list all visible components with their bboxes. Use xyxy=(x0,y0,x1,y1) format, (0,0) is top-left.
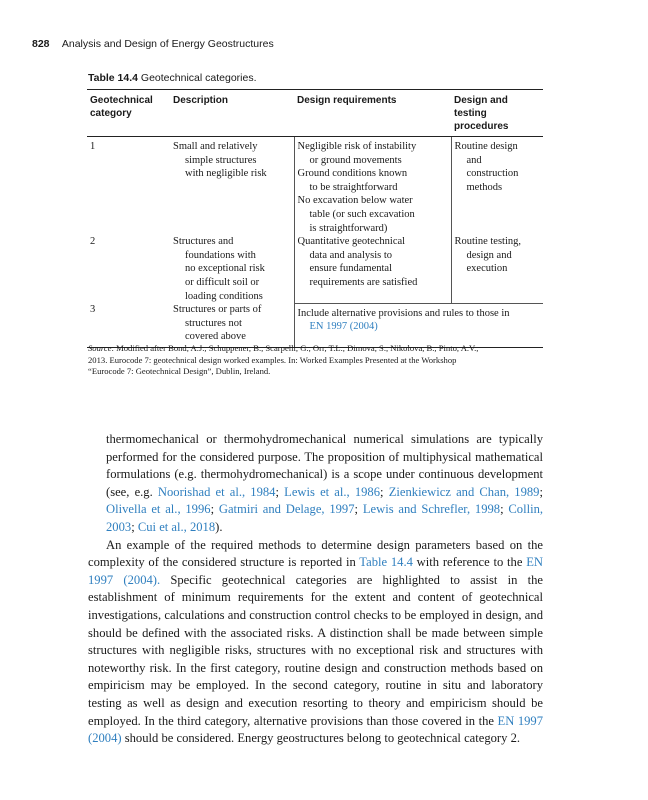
paragraph: thermomechanical or thermohydromechanical numerical simulations are typically performed for the considered purpose. The proposition of multiphysical mathematical formulations (e.g. thermohydromechanical) is a scope under continuous development (see, e.g. Noorishad et al., 1984; Lewis et al., 1986; Zienkiewicz and Chan, 1989; Olivella et al., 1996; Gatmiri and Delage, 1997; Lewis and Schrefler, 1998; Collin, 2003; Cui et al., 2018). xyxy=(106,432,544,534)
running-head xyxy=(32,38,274,50)
en1997-link[interactable]: EN 1997 (2004) xyxy=(88,713,544,746)
cell-procedures: Routine design and construction methods xyxy=(451,137,543,236)
geotechnical-categories-table xyxy=(87,89,543,348)
table-title: Geotechnical categories. xyxy=(140,72,257,84)
citation-link[interactable]: Gatmiri and Delage, 1997 xyxy=(218,502,355,517)
header-description: Description xyxy=(170,90,294,137)
cell-merged-requirements: Include alternative provisions and rules to those in EN 1997 (2004) xyxy=(294,303,543,347)
cell-description: Structures or parts of structures not covered above xyxy=(170,303,294,347)
running-title: Analysis and Design of Energy Geostructures xyxy=(61,38,274,50)
cell-description: Small and relatively simple structures with negligible risk xyxy=(173,141,267,180)
citation-link[interactable]: Lewis et al., 1986 xyxy=(284,484,381,499)
en1997-table-link[interactable]: EN 1997 (2004) xyxy=(309,321,378,333)
table-source-note: Source: Modified after Bond, A.J., Schuppener, B., Scarpelli, G., Orr, T.L., Dimova, S., Nikolova, B., Pinto, A.V., 2013. Eurocode 7: geotechnical design worked examples. In: Worked Examples Presented at the Workshop “Eurocode 7: Geotechnical Design”, Dublin, Ireland. xyxy=(88,343,479,376)
citation-link[interactable]: Cui et al., 2018 xyxy=(137,519,216,534)
cell-requirements: Quantitative geotechnical data and analysis to ensure fundamental requirements are satisfied xyxy=(294,235,451,303)
header-design-requirements: Design requirements xyxy=(294,90,451,137)
cell-description: Structures and foundations with no exceptional risk or difficult soil or loading conditions xyxy=(173,236,265,302)
citation-link[interactable]: Noorishad et al., 1984 xyxy=(157,484,276,499)
table-caption xyxy=(88,72,257,84)
cell-requirements: Negligible risk of instability or ground movements Ground conditions known to be straightforward No excavation below water table (or such excavation is straightforward) xyxy=(294,137,451,236)
source-label: Source xyxy=(88,343,112,353)
table-row xyxy=(87,137,543,236)
cell-category: 3 xyxy=(87,303,170,347)
citation-link[interactable]: Olivella et al., 1996 xyxy=(106,502,211,517)
cell-procedures: Routine testing, design and execution xyxy=(451,235,543,303)
table-ref-link[interactable]: Table 14.4 xyxy=(359,555,413,570)
cell-category: 2 xyxy=(90,236,96,248)
citation-link[interactable]: Collin, 2003 xyxy=(106,502,544,534)
header-geotechnical-category: Geotechnical category xyxy=(87,90,170,137)
paragraph: An example of the required methods to determine design parameters based on the complexity of the considered structure is reported in Table 14.4 with reference to the EN 1997 (2004). Specific geotechnical categories are highlighted to assist in the establishment of minimum requirements for the extent and content of geotechnical investigations, calculations and construction control checks to be employed in design, and should be defined with the associated risks. A distinction shall be made between simple structures with negligible risks, structures with no exceptional risk and structures with noteworthy risk. In the first category, routine design and construction methods based on empiricism may be employed. In the second category, routine in situ and laboratory testing as well as design and execution resorting to theory and empiricism should be employed. In the third category, alternative provisions than those covered in the EN 1997 (2004) should be considered. Energy geostructures belong to geotechnical category 2. xyxy=(88,537,544,746)
en1997-link[interactable]: EN 1997 (2004). xyxy=(88,555,543,587)
citation-link[interactable]: Zienkiewicz and Chan, 1989 xyxy=(388,484,540,499)
citation-link[interactable]: Lewis and Schrefler, 1998 xyxy=(362,502,501,517)
header-design-testing-procedures: Design and testing procedures xyxy=(451,90,543,137)
page-number: 828 xyxy=(32,38,50,50)
cell-category: 1 xyxy=(90,141,96,152)
table-row xyxy=(87,303,543,347)
table-label: Table 14.4 xyxy=(88,72,138,84)
body-text xyxy=(88,431,543,748)
table-header-row xyxy=(87,90,543,137)
table-row xyxy=(87,235,543,303)
